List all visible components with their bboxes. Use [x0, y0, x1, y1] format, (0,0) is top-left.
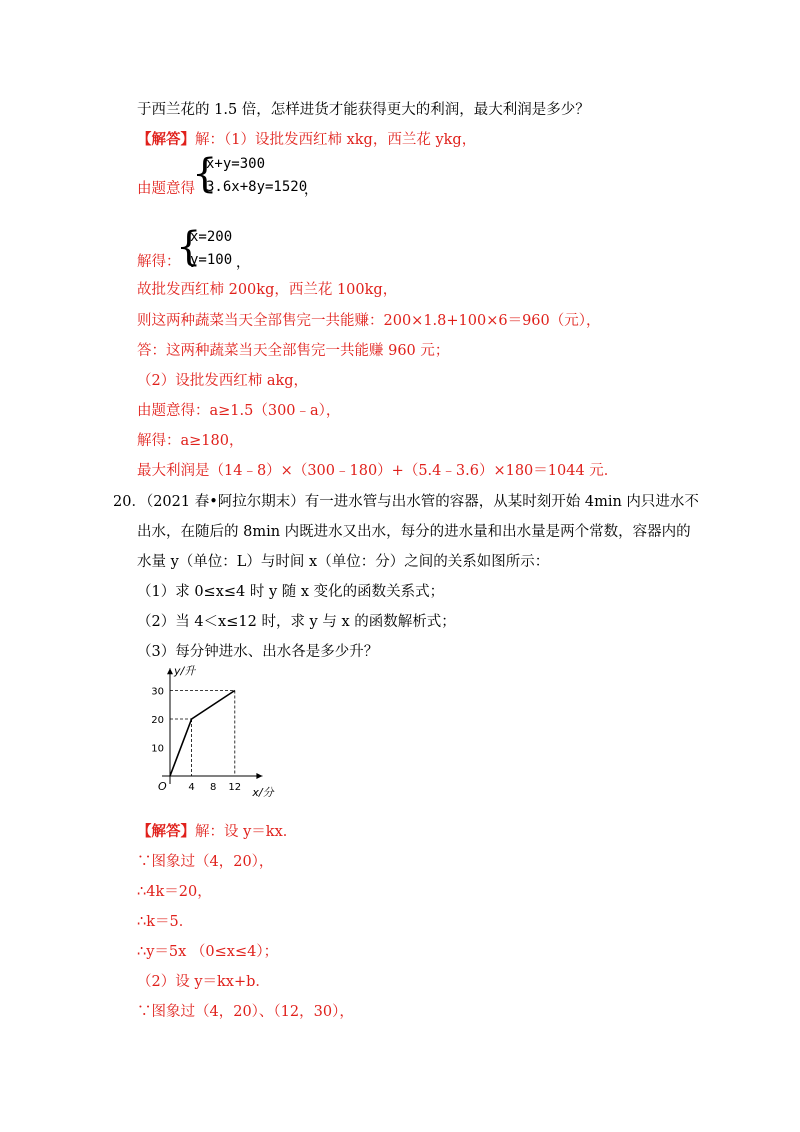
x-tick-label: 8	[210, 782, 217, 793]
answer-line: ∴y＝5x （0≤x≤4）；	[137, 944, 279, 960]
series-line	[170, 691, 235, 777]
y-axis-arrow	[167, 668, 173, 674]
y-tick-label: 20	[151, 715, 164, 726]
answer2-intro	[137, 822, 297, 842]
answer2-text: 解：设 y＝kx．	[195, 824, 298, 840]
water-volume-chart	[140, 660, 280, 805]
answer-intro-text: 解：（1）设批发西红柿 xkg，西兰花 ykg，	[195, 132, 477, 148]
brace-icon: {	[176, 224, 202, 270]
origin-label: O	[158, 780, 167, 793]
equation-1a: x+y=300	[206, 156, 266, 172]
answer-line: 解得：a≥180，	[137, 433, 244, 449]
question-20-line: 20．（2021 春•阿拉尔期末）有一进水管与出水管的容器，从某时刻开始 4min 内只进水不	[113, 494, 699, 510]
comma: ，	[304, 182, 318, 198]
x-axis-label: x/分	[252, 786, 274, 799]
brace-icon: {	[192, 151, 218, 197]
answer-intro	[137, 130, 476, 150]
y-tick-label: 30	[151, 686, 164, 698]
y-axis-label: y/升	[174, 664, 196, 678]
comma: ，	[236, 255, 250, 271]
label-from-problem: 由题意得	[137, 181, 195, 197]
question-20-line: 出水，在随后的 8min 内既进水又出水，每分的进水量和出水量是两个常数，容器内的	[137, 524, 691, 540]
answer-line: （2）设 y＝kx+b．	[137, 974, 270, 990]
x-tick-label: 4	[188, 782, 195, 793]
question-part: （2）当 4＜x≤12 时，求 y 与 x 的函数解析式；	[137, 614, 456, 630]
question-20-line: 水量 y（单位：L）与时间 x（单位：分）之间的关系如图所示：	[137, 554, 550, 570]
equation-system-1	[194, 152, 324, 202]
answer-tag: 【解答】	[137, 131, 195, 148]
equation-2b: y=100	[190, 252, 233, 268]
answer-line: 由题意得：a≥1.5（300﹣a），	[137, 403, 341, 419]
answer-line: ∴4k＝20，	[137, 884, 212, 900]
equation-2a: x=200	[190, 229, 233, 245]
equation-system-2	[178, 225, 278, 275]
equation-1b: 3.6x+8y=1520	[206, 179, 308, 195]
answer-line: 则这两种蔬菜当天全部售完一共能赚：200×1.8+100×6＝960（元），	[137, 313, 601, 329]
question-part: （3）每分钟进水、出水各是多少升？	[137, 644, 379, 660]
answer-line: ∵图象过（4，20），	[137, 854, 274, 870]
answer-line: 故批发西红柿 200kg，西兰花 100kg，	[137, 282, 398, 298]
answer-line: 最大利润是（14﹣8）×（300﹣180）+（5.4﹣3.6）×180＝1044 元．	[137, 463, 619, 479]
y-tick-label: 10	[151, 743, 164, 755]
answer-line: 答：这两种蔬菜当天全部售完一共能赚 960 元；	[137, 343, 450, 359]
answer-tag: 【解答】	[137, 823, 195, 840]
answer-line: ∴k＝5．	[137, 914, 194, 930]
question-part: （1）求 0≤x≤4 时 y 随 x 变化的函数关系式；	[137, 584, 445, 600]
question-continuation: 于西兰花的 1.5 倍，怎样进货才能获得更大的利润，最大利润是多少？	[137, 102, 590, 118]
label-solved: 解得：	[137, 254, 181, 270]
x-tick-label: 12	[228, 782, 242, 793]
answer-line: ∵图象过（4，20）、（12，30），	[137, 1004, 354, 1020]
x-axis-arrow	[256, 773, 262, 779]
answer-line: （2）设批发西红柿 akg，	[137, 373, 309, 389]
